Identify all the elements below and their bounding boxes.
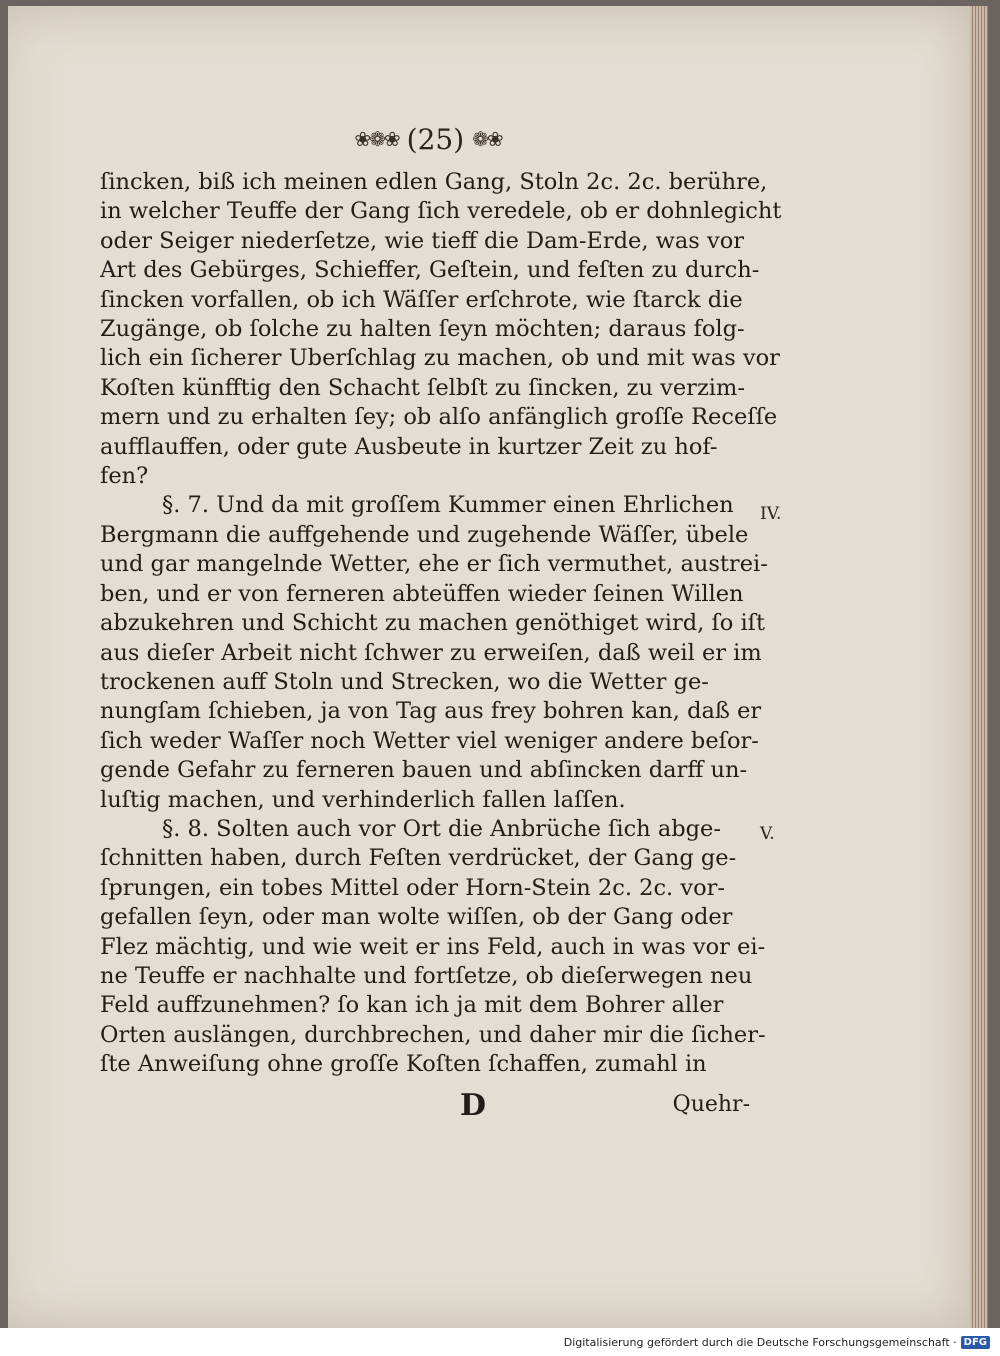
section-8-start: §. 8. Solten auch vor Ort die Anbrüche ſich abge- xyxy=(162,815,721,842)
text-line: ſte Anweiſung ohne groſſe Koſten ſchaffen, zumahl in xyxy=(100,1051,707,1078)
section-7-start: §. 7. Und da mit groſſem Kummer einen Ehrlichen xyxy=(162,492,734,519)
text-line: in welcher Teuffe der Gang ſich veredele, ob er dohnlegicht xyxy=(100,198,782,225)
book-page xyxy=(8,6,988,1328)
catchword: Quehr- xyxy=(672,1092,750,1117)
text-line: gefallen ſeyn, oder man wolte wiſſen, ob der Gang oder xyxy=(100,904,733,931)
text-line: ne Teuffe er nachhalte und fortſetze, ob dieſerwegen neu xyxy=(100,962,753,989)
dfg-logo-icon: DFG xyxy=(961,1336,990,1349)
text-line: aufflauffen, oder gute Ausbeute in kurtzer Zeit zu hof- xyxy=(100,433,718,460)
text-line: ſich weder Waſſer noch Wetter viel weniger andere beſor- xyxy=(100,727,759,754)
text-line: abzukehren und Schicht zu machen genöthiget wird, ſo iſt xyxy=(100,610,766,637)
text-line: Art des Gebürges, Schieffer, Geſtein, und feſten zu durch- xyxy=(100,257,760,284)
text-line: oder Seiger niederſetze, wie tieff die Dam-Erde, was vor xyxy=(100,227,745,254)
text-line: ſincken, biß ich meinen edlen Gang, Stoln 2c. 2c. berühre, xyxy=(100,169,768,195)
text-line: nungſam ſchieben, ja von Tag aus frey bohren kan, daß er xyxy=(100,698,762,725)
text-line: trockenen auff Stoln und Strecken, wo die Wetter ge- xyxy=(100,668,709,695)
text-line: fen? xyxy=(100,463,149,490)
signature-mark: D xyxy=(460,1088,487,1123)
margin-note-v: V. xyxy=(760,824,775,844)
text-line: und gar mangelnde Wetter, ehe er ſich vermuthet, austrei- xyxy=(100,551,768,578)
page-number: (25) xyxy=(406,122,465,156)
text-line: mern und zu erhalten ſey; ob alſo anfänglich groſſe Receſſe xyxy=(100,404,778,431)
page-edge xyxy=(970,6,988,1328)
text-line: aus dieſer Arbeit nicht ſchwer zu erweiſen, daß weil er im xyxy=(100,639,762,666)
ornament-left-icon: ❀❁❀ xyxy=(354,127,399,151)
text-line: Feld auffzunehmen? ſo kan ich ja mit dem Bohrer aller xyxy=(100,992,724,1019)
credit-bar xyxy=(0,1328,1000,1356)
text-line: ben, und er von ferneren abteüffen wieder ſeinen Willen xyxy=(100,580,744,607)
text-line: Flez mächtig, und wie weit er ins Feld, auch in was vor ei- xyxy=(100,933,766,960)
text-line: gende Gefahr zu ferneren bauen und abſincken darff un- xyxy=(100,757,748,784)
text-line: Bergmann die auffgehende und zugehende Wäſſer, übele xyxy=(100,521,749,548)
text-line: ſprungen, ein tobes Mittel oder Horn-Stein 2c. 2c. vor- xyxy=(100,874,725,901)
credit-text: Digitalisierung gefördert durch die Deutsche Forschungsgemeinschaft · xyxy=(563,1335,957,1349)
text-line: ſincken vorfallen, ob ich Wäſſer erſchrote, wie ſtarck die xyxy=(100,286,743,313)
text-line: Koſten künfftig den Schacht ſelbſt zu ſincken, zu verzim- xyxy=(100,374,745,401)
text-line: lich ein ſicherer Uberſchlag zu machen, ob und mit was vor xyxy=(100,345,780,372)
page-header xyxy=(308,116,548,162)
text-line: Zugänge, ob ſolche zu halten ſeyn möchten; daraus folg- xyxy=(100,316,745,343)
text-line: ſchnitten haben, durch Feſten verdrücket, der Gang ge- xyxy=(100,845,737,872)
ornament-right-icon: ❁❀ xyxy=(472,127,502,151)
text-line: Orten auslängen, durchbrechen, und daher mir die ſicher- xyxy=(100,1021,766,1048)
page-footer xyxy=(100,1088,750,1124)
margin-note-iv: IV. xyxy=(760,504,782,524)
text-line: luſtig machen, und verhinderlich fallen laſſen. xyxy=(100,786,626,813)
